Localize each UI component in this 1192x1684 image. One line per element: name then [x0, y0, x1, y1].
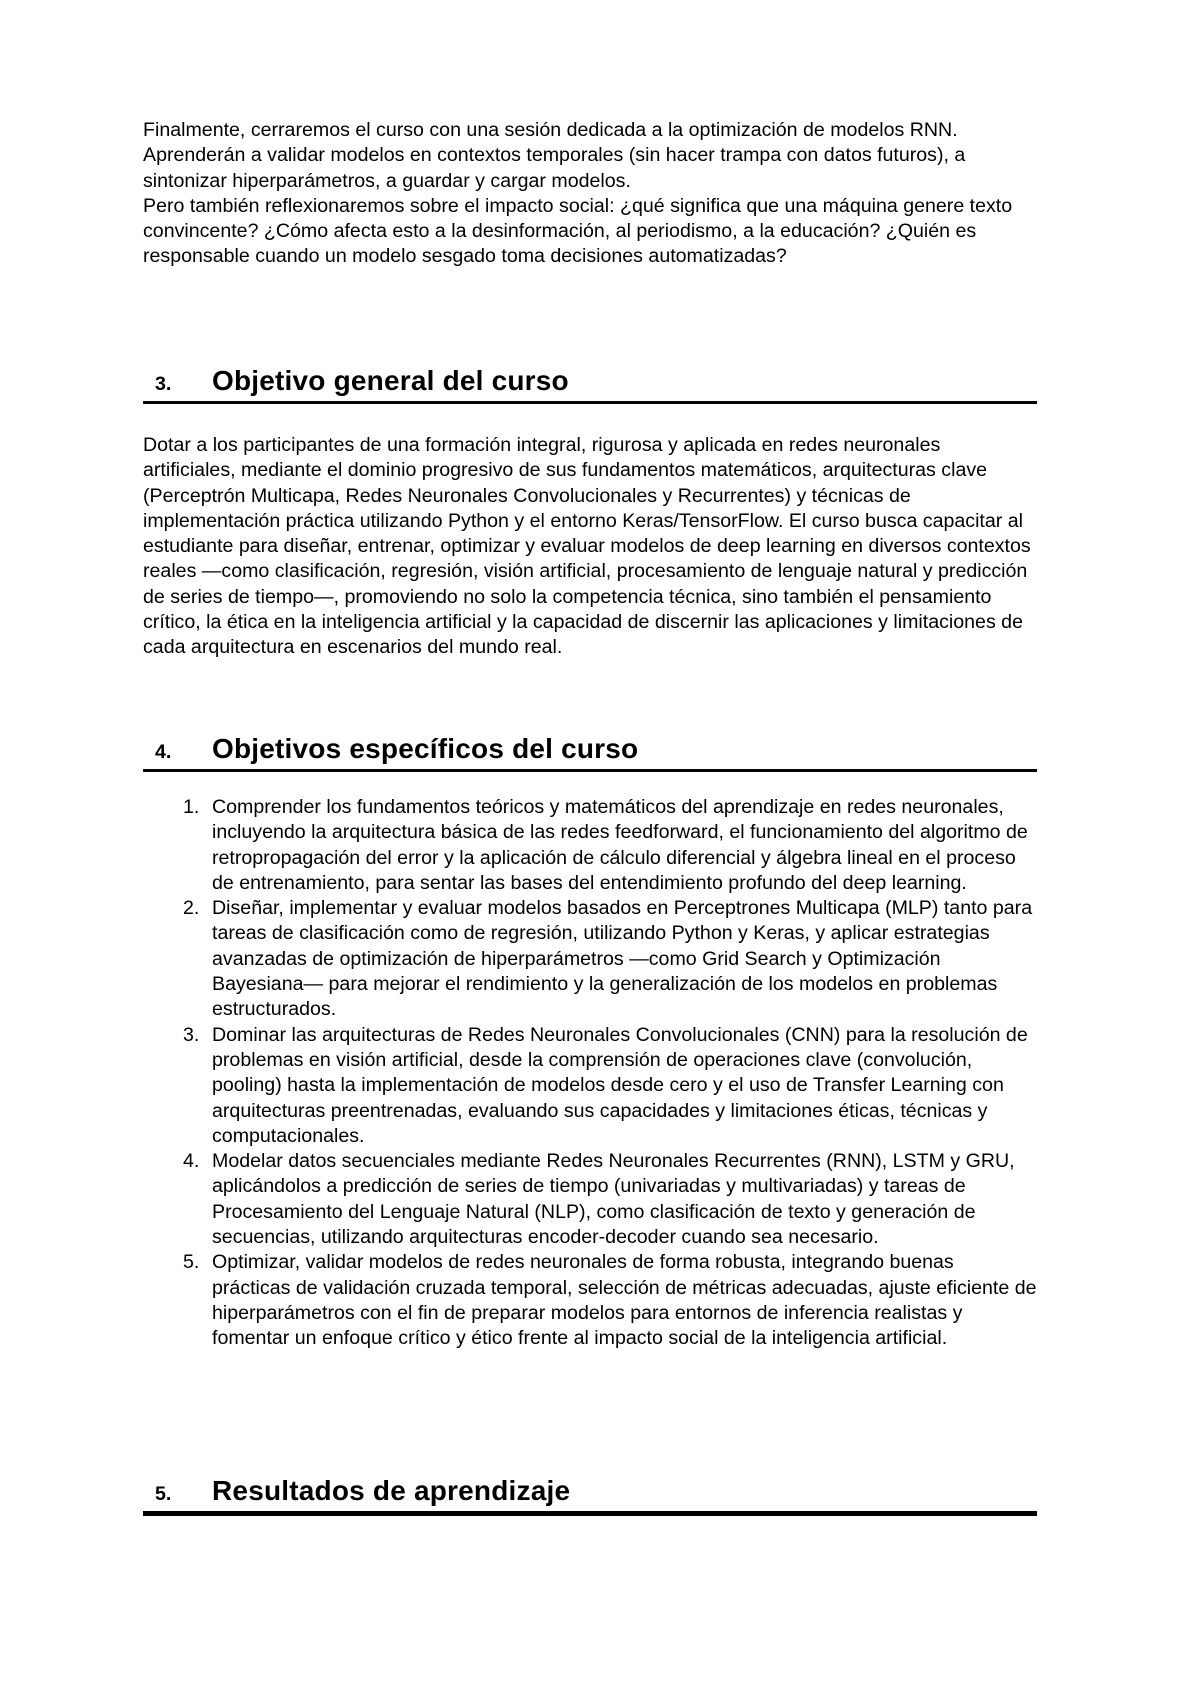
- section-3-body-block: [143, 433, 1037, 661]
- objective-item: [143, 1250, 1037, 1351]
- objectives-list: [143, 795, 1037, 1352]
- section-4-heading: [143, 732, 1037, 772]
- objective-item: [143, 1023, 1037, 1149]
- objective-text: Diseñar, implementar y evaluar modelos basados en Perceptrones Multicapa (MLP) tanto para tareas de clasificación como de regresión, utilizando Python y Keras, y aplicar estrategias avanzadas de optimización de hiperparámetros —como Grid Search y Optimización Bayesiana— para mejorar el rendimiento y la generalización de los modelos en problemas estructurados.: [212, 897, 1033, 1021]
- section-4-title: Objetivos específicos del curso: [212, 733, 639, 764]
- objective-number: 3.: [183, 1023, 200, 1046]
- section-3-body: Dotar a los participantes de una formación integral, rigurosa y aplicada en redes neuronales artificiales, mediante el dominio progresivo de sus fundamentos matemáticos, arquitecturas clave (Perceptrón Multicapa, Redes Neuronales Convolucionales y Recurrentes) y técnicas de implementación práctica utilizando Python y el entorno Keras/TensorFlow. El curso busca capacitar al estudiante para diseñar, entrenar, optimizar y evaluar modelos de deep learning en diversos contextos reales —como clasificación, regresión, visión artificial, procesamiento de lenguaje natural y predicción de series de tiempo—, promoviendo no solo la competencia técnica, sino también el pensamiento crítico, la ética en la inteligencia artificial y la capacidad de discernir las aplicaciones y limitaciones de cada arquitectura en escenarios del mundo real.: [143, 434, 1031, 659]
- section-3-heading: [143, 364, 1037, 404]
- section-3-number: 3.: [155, 373, 172, 395]
- objective-number: 1.: [183, 796, 200, 818]
- intro-paragraph-2: Pero también reflexionaremos sobre el impacto social: ¿qué significa que una máquina genere texto convincente? ¿Cómo afecta esto a la desinformación, al periodismo, a la educación? ¿Quién es responsable cuando un modelo sesgado toma decisiones automatizadas?: [143, 194, 1013, 268]
- intro-paragraph-1: Finalmente, cerraremos el curso con una sesión dedicada a la optimización de modelos RNN. Aprenderán a validar modelos en contextos temporales (sin hacer trampa con datos futuros), a sintonizar hiperparámetros, a guardar y cargar modelos.: [143, 119, 966, 192]
- objective-item: [143, 1149, 1037, 1250]
- section-3-title: Objetivo general del curso: [212, 365, 569, 396]
- objective-number: 4.: [183, 1150, 200, 1173]
- objective-text: Dominar las arquitecturas de Redes Neuronales Convolucionales (CNN) para la resolución de problemas en visión artificial, desde la comprensión de operaciones clave (convolución, pooling) hasta la implementación de modelos desde cero y el uso de Transfer Learning con arquitecturas preentrenadas, evaluando sus capacidades y limitaciones éticas, técnicas y computacionales.: [212, 1023, 1028, 1147]
- intro-block: [143, 118, 1037, 270]
- section-5-title: Resultados de aprendizaje: [212, 1475, 571, 1506]
- objective-number: 5.: [183, 1251, 200, 1274]
- objective-text: Optimizar, validar modelos de redes neuronales de forma robusta, integrando buenas prácticas de validación cruzada temporal, selección de métricas adecuadas, ajuste eficiente de hiperparámetros con el fin de preparar modelos para entornos de inferencia realistas y fomentar un enfoque crítico y ético frente al impacto social de la inteligencia artificial.: [212, 1251, 1037, 1350]
- objective-text: Modelar datos secuenciales mediante Redes Neuronales Recurrentes (RNN), LSTM y GRU, aplicándolos a predicción de series de tiempo (univariadas y multivariadas) y tareas de Procesamiento del Lenguaje Natural (NLP), como clasificación de texto y generación de secuencias, utilizando arquitecturas encoder-decoder cuando sea necesario.: [212, 1150, 1015, 1249]
- objective-item: [143, 795, 1037, 896]
- section-4-number: 4.: [155, 741, 172, 763]
- section-5-heading: [143, 1474, 1037, 1516]
- objective-number: 2.: [183, 897, 200, 920]
- section-5-number: 5.: [155, 1483, 172, 1505]
- objective-item: [143, 896, 1037, 1022]
- objective-text: Comprender los fundamentos teóricos y matemáticos del aprendizaje en redes neuronales, incluyendo la arquitectura básica de las redes feedforward, el funcionamiento del algoritmo de retropropagación del error y la aplicación de cálculo diferencial y álgebra lineal en el proceso de entrenamiento, para sentar las bases del entendimiento profundo del deep learning.: [212, 796, 1028, 894]
